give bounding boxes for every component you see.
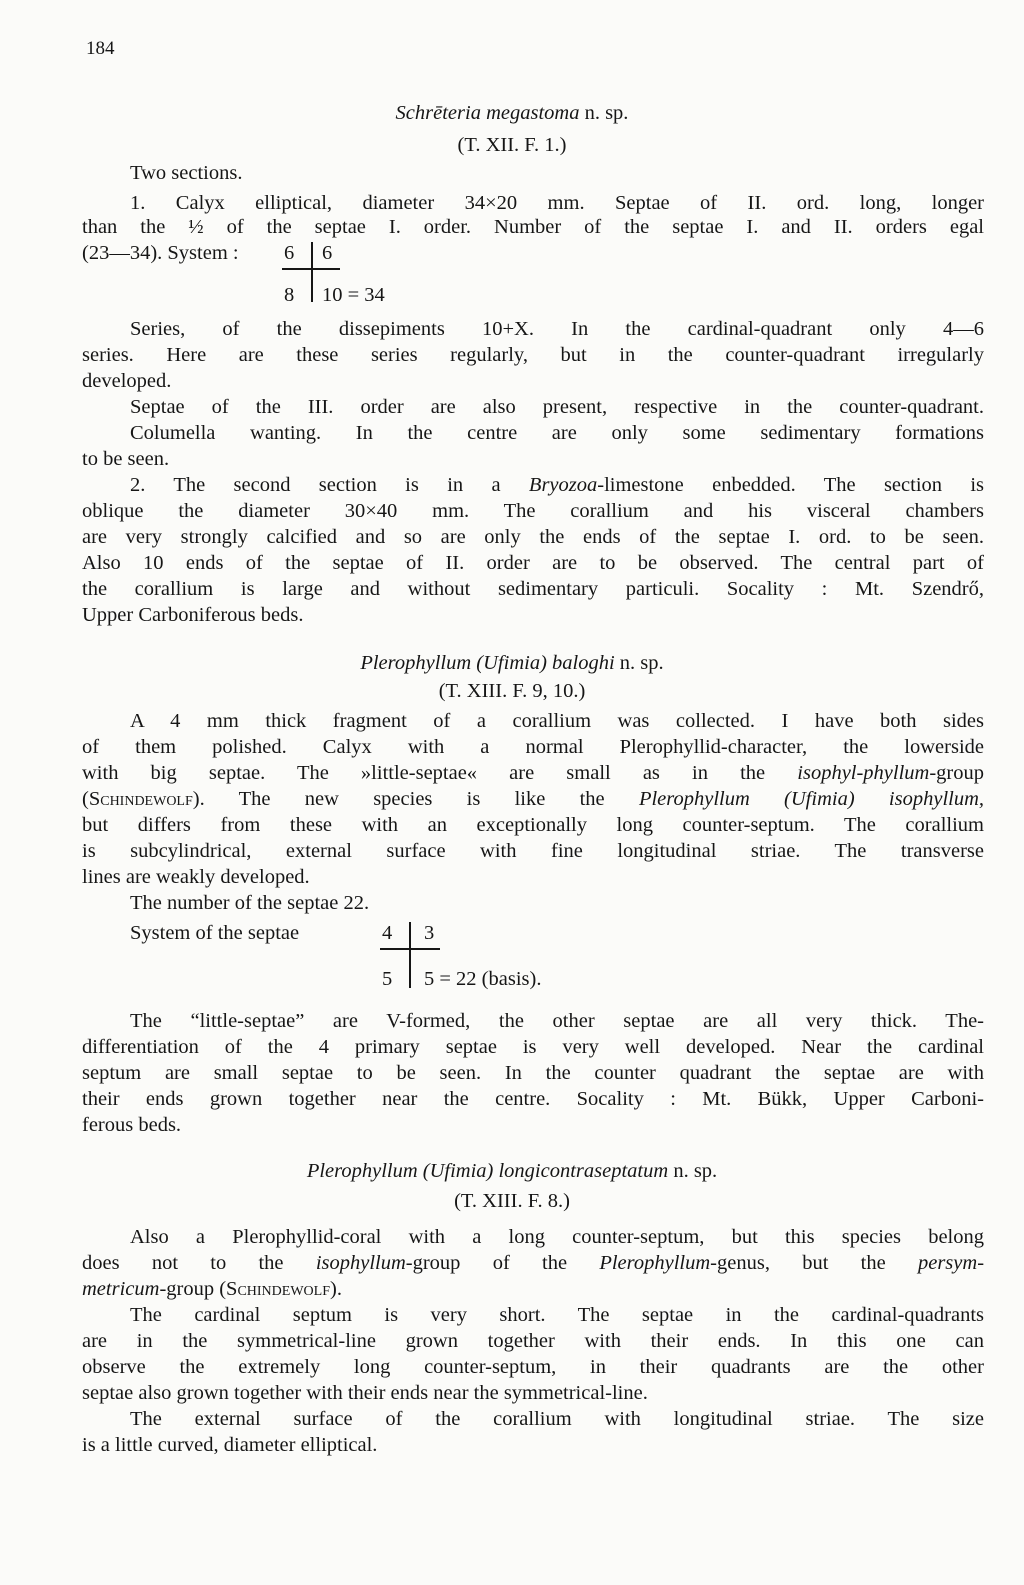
- text-line: The number of the septae 22.: [130, 892, 370, 914]
- text-line: (23—34). System :: [82, 242, 239, 264]
- text-line: Upper Carboniferous beds.: [82, 604, 304, 626]
- formula-horizontal-rule: [282, 268, 340, 270]
- text-line: lines are weakly developed.: [82, 866, 310, 888]
- text-line: developed.: [82, 370, 172, 392]
- formula-bottom-left: 8: [284, 284, 295, 306]
- text-line: differentiation of the 4 primary septae is very well developed. Near the cardinal: [82, 1036, 984, 1058]
- formula-bottom-right: 10 = 34: [322, 284, 385, 306]
- text-line: observe the extremely long counter-septum, in their quadrants are the other: [82, 1356, 984, 1378]
- text-line: ferous beds.: [82, 1114, 182, 1136]
- text-line: septae also grown together with their ends near the symmetrical-line.: [82, 1382, 648, 1404]
- text-line: The external surface of the corallium with longitudinal striae. The size: [130, 1408, 984, 1430]
- text-line: Also 10 ends of the septae of II. order are to be observed. The central part of: [82, 552, 984, 574]
- text-line: their ends grown together near the centre. Socality : Mt. Bükk, Upper Carboni-: [82, 1088, 984, 1110]
- text-line: is subcylindrical, external surface with fine longitudinal striae. The transverse: [82, 840, 984, 862]
- formula-horizontal-rule: [380, 948, 440, 950]
- species-heading-2: [0, 650, 1024, 676]
- text-line: Two sections.: [130, 162, 243, 184]
- text-line: metricum-group (Schindewolf).: [82, 1278, 342, 1300]
- species-heading-1: [0, 100, 1024, 126]
- species-suffix: n. sp.: [673, 1160, 718, 1182]
- species-heading-3: [0, 1158, 1024, 1184]
- species-name: Schrēteria megastoma: [395, 102, 580, 124]
- species-name: Plerophyllum (Ufimia) baloghi: [360, 652, 615, 674]
- plate-reference-2: (T. XIII. F. 9, 10.): [438, 680, 586, 702]
- text-line: does not to the isophyllum-group of the Plerophyllum-genus, but the persym-: [82, 1252, 985, 1274]
- text-line: Series, of the dissepiments 10+X. In the cardinal-quadrant only 4—6: [130, 318, 984, 340]
- formula-bottom-right: 5 = 22 (basis).: [424, 968, 542, 990]
- text-line: Septae of the III. order are also present, respective in the counter-quadrant.: [130, 396, 984, 418]
- formula-vertical-rule: [409, 922, 411, 988]
- formula-top-right: 6: [322, 242, 333, 264]
- text-line: Also a Plerophyllid-coral with a long counter-septum, but this species belong: [130, 1226, 984, 1248]
- taxon-italic: Plerophyllum (Ufimia) isophyllum,: [638, 788, 985, 810]
- taxon-italic: metricum: [82, 1278, 160, 1300]
- text-line: are very strongly calcified and so are only the ends of the septae I. ord. to be seen.: [82, 526, 984, 548]
- text-line: are in the symmetrical-line grown together with their ends. In this one can: [82, 1330, 984, 1352]
- formula-top-left: 4: [382, 922, 393, 944]
- formula-vertical-rule: [311, 242, 313, 302]
- plate-reference-1: (T. XII. F. 1.): [457, 134, 567, 156]
- text-line: 2. The second section is in a Bryozoa-limestone enbedded. The section is: [130, 474, 985, 496]
- taxon-italic: isophyl-phyllum: [797, 762, 930, 784]
- author-smallcaps: Schindewolf: [226, 1278, 330, 1300]
- formula-top-right: 3: [424, 922, 435, 944]
- species-suffix: n. sp.: [619, 652, 664, 674]
- text-line: Columella wanting. In the centre are only some sedimentary formations: [130, 422, 984, 444]
- text-line: The “little-septae” are V-formed, the other septae are all very thick. The-: [130, 1010, 984, 1032]
- text-line: with big septae. The »little-septae« are small as in the isophyl-phyllum-group: [82, 762, 985, 784]
- formula-bottom-left: 5: [382, 968, 393, 990]
- author-smallcaps: Schindewolf: [88, 788, 193, 810]
- text-line: is a little curved, diameter elliptical.: [82, 1434, 378, 1456]
- page-number: 184: [86, 38, 115, 59]
- plate-reference-3: (T. XIII. F. 8.): [454, 1190, 570, 1212]
- text-line: The cardinal septum is very short. The septae in the cardinal-quadrants: [130, 1304, 984, 1326]
- taxon-italic: persym-: [917, 1252, 985, 1274]
- text-line: System of the septae: [130, 922, 300, 944]
- text-line: series. Here are these series regularly, but in the counter-quadrant irregularly: [82, 344, 984, 366]
- text-line: A 4 mm thick fragment of a corallium was collected. I have both sides: [130, 710, 984, 732]
- text-line: but differs from these with an exceptionally long counter-septum. The corallium: [82, 814, 984, 836]
- text-line: septum are small septae to be seen. In the counter quadrant the septae are with: [82, 1062, 984, 1084]
- text-line: oblique the diameter 30×40 mm. The corallium and his visceral chambers: [82, 500, 984, 522]
- text-line: the corallium is large and without sedimentary particuli. Socality : Mt. Szendrő,: [82, 578, 984, 600]
- taxon-italic: isophyllum: [315, 1252, 406, 1274]
- taxon-italic: Bryozoa: [528, 474, 598, 496]
- taxon-italic: Plerophyllum: [599, 1252, 711, 1274]
- text-line: 1. Calyx elliptical, diameter 34×20 mm. Septae of II. ord. long, longer: [130, 192, 984, 214]
- text-line: than the ½ of the septae I. order. Number of the septae I. and II. orders egal: [82, 216, 984, 238]
- text-line: of them polished. Calyx with a normal Plerophyllid-character, the lowerside: [82, 736, 984, 758]
- species-name: Plerophyllum (Ufimia) longicontraseptatum: [306, 1160, 669, 1182]
- text-line: (Schindewolf). The new species is like the Plerophyllum (Ufimia) isophyllum,: [82, 788, 985, 810]
- species-suffix: n. sp.: [584, 102, 629, 124]
- formula-top-left: 6: [284, 242, 295, 264]
- text-line: to be seen.: [82, 448, 170, 470]
